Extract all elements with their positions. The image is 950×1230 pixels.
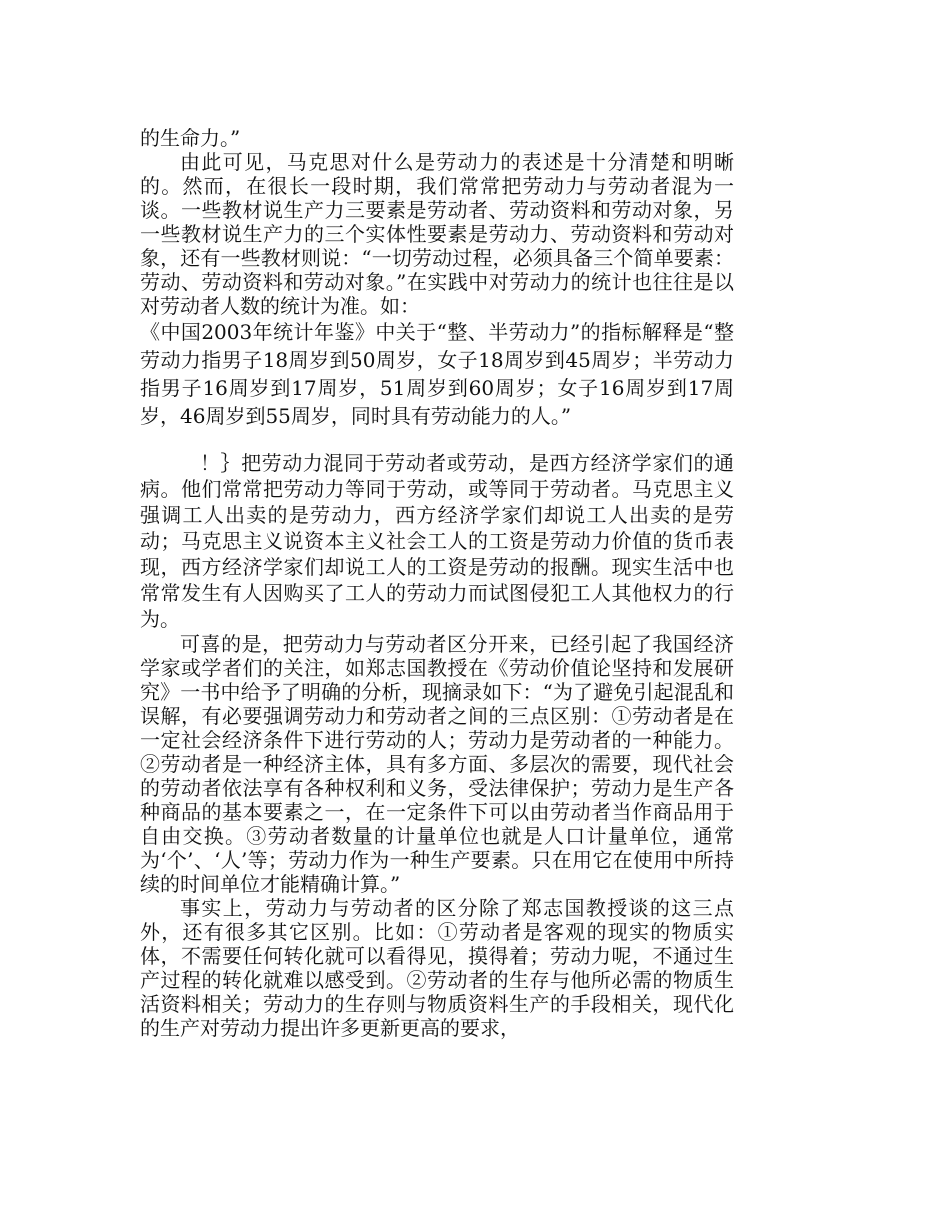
paragraph-other-differences: 事实上，劳动力与劳动者的区分除了郑志国教授谈的这三点外，还有很多其它区别。比如：①劳动者是客观的现实的物质实体，不需要任何转化就可以看得见，摸得着；劳动力呢，不通过生产过程的转化就难以感受到。②劳动者的生存与他所必需的物质生活资料相关；劳动力的生存则与物质资料生产的手段相关，现代化的生产对劳动力提出许多更新更高的要求， xyxy=(140,896,734,1040)
paragraph-western-economists: ！｝把劳动力混同于劳动者或劳动，是西方经济学家们的通病。他们常常把劳动力等同于劳动，或等同于劳动者。马克思主义强调工人出卖的是劳动力，西方经济学家们却说工人出卖的是劳动；马克思主义说资本主义社会工人的工资是劳动力价值的货币表现，西方经济学家们却说工人的工资是劳动的报酬。现实生活中也常常发生有人因购买了工人的劳动力而试图侵犯工人其他权力的行为。 xyxy=(140,451,734,631)
document-page xyxy=(140,126,734,1040)
paragraph-labor-concept: 由此可见，马克思对什么是劳动力的表述是十分清楚和明晰的。然而，在很长一段时期，我们常常把劳动力与劳动者混为一谈。一些教材说生产力三要素是劳动者、劳动资料和劳动对象，另一些教材说生产力的三个实体性要素是劳动力、劳动资料和劳动对象，还有一些教材则说：“一切劳动过程，必须具备三个简单要素：劳动、劳动资料和劳动对象。”在实践中对劳动力的统计也往往是以对劳动者人数的统计为准。如： xyxy=(140,150,734,318)
paragraph-statistics-yearbook: 《中国2003年统计年鉴》中关于“整、半劳动力”的指标解释是“整劳动力指男子18周岁到50周岁，女子18周岁到45周岁；半劳动力指男子16周岁到17周岁，51周岁到60周岁；女子16周岁到17周岁，46周岁到55周岁，同时具有劳动能力的人。” xyxy=(140,320,734,428)
paragraph-zheng-zhiguo: 可喜的是，把劳动力与劳动者区分开来，已经引起了我国经济学家或学者们的关注，如郑志国教授在《劳动价值论坚持和发展研究》一书中给予了明确的分析，现摘录如下：“为了避免引起混乱和误解，有必要强调劳动力和劳动者之间的三点区别：①劳动者是在一定社会经济条件下进行劳动的人；劳动力是劳动者的一种能力。②劳动者是一种经济主体，具有多方面、多层次的需要，现代社会的劳动者依法享有各种权利和义务，受法律保护；劳动力是生产各种商品的基本要素之一，在一定条件下可以由劳动者当作商品用于自由交换。③劳动者数量的计量单位也就是人口计量单位，通常为‘个’、‘人’等；劳动力作为一种生产要素。只在用它在使用中所持续的时间单位才能精确计算。” xyxy=(140,632,734,896)
paragraph-continuation: 的生命力。” xyxy=(140,126,241,150)
